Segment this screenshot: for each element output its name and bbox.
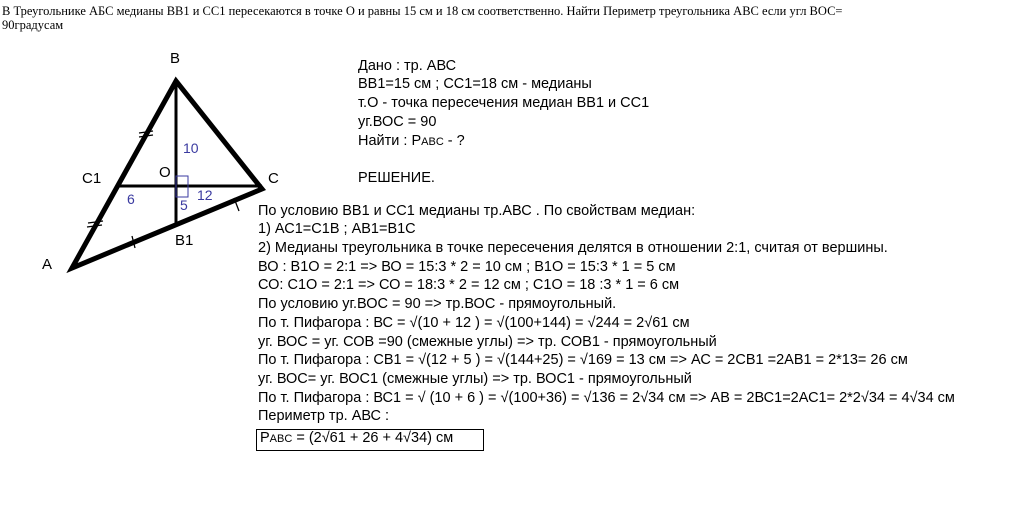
point-label-b1: B1 — [175, 232, 194, 249]
problem-line-2: 90градусам — [2, 18, 64, 32]
find-subscript: ABC — [421, 136, 444, 148]
find-suffix: - ? — [443, 133, 465, 149]
given-line-1: Дано : тр. АВС — [358, 58, 457, 74]
solution-line-10: уг. ВОС= уг. ВОС1 (смежные углы) => тр. ВОС1 - прямоугольный — [258, 371, 692, 387]
solution-line-5: СО: С1О = 2:1 => СО = 18:3 * 2 = 12 см ; С1О = 18 :3 * 1 = 6 см — [258, 277, 680, 293]
answer-prefix: P — [260, 430, 270, 446]
solution-line-8: уг. ВОС = уг. СОВ =90 (смежные углы) => тр. СОВ1 - прямоугольный — [258, 334, 717, 350]
segment-label-c1o: 6 — [127, 191, 135, 207]
problem-line-1: В Треугольнике АБС медианы ВВ1 и СС1 пересекаются в точке О и равны 15 см и 18 см соответственно. Найти Периметр треугольника АВС если угл ВОС= — [2, 4, 843, 18]
point-label-c1: C1 — [82, 170, 102, 187]
solution-line-2: 1) АС1=С1В ; АВ1=В1С — [258, 221, 416, 237]
segment-label-bo: 10 — [183, 140, 199, 156]
solution-line-3: 2) Медианы треугольника в точке пересечения делятся в отношении 2:1, считая от вершины. — [258, 240, 888, 256]
vertex-label-a: A — [42, 256, 53, 273]
answer-subscript: ABC — [269, 433, 293, 445]
given-line-4: уг.ВОС = 90 — [358, 114, 437, 130]
solution-line-9: По т. Пифагора : СВ1 = √(12 + 5 ) = √(144+25) = √169 = 13 см => АС = 2СВ1 =2АВ1 = 2*13= 26 см — [258, 352, 908, 368]
point-label-o: O — [159, 164, 171, 181]
solution-line-12: Периметр тр. АВС : — [258, 408, 390, 424]
vertex-label-b: B — [170, 50, 181, 67]
find-prefix: Найти : P — [358, 133, 422, 149]
given-line-2: ВВ1=15 см ; СС1=18 см - медианы — [358, 76, 592, 92]
segment-label-co: 12 — [197, 187, 213, 203]
solution-line-11: По т. Пифагора : ВС1 = √ (10 + 6 ) = √(100+36) = √136 = 2√34 см => АВ = 2ВС1=2АС1= 2*2√34 = 4√34 см — [258, 390, 955, 406]
given-line-3: т.О - точка пересечения медиан ВВ1 и СС1 — [358, 95, 650, 111]
solution-heading: РЕШЕНИЕ. — [358, 170, 435, 186]
given-line-5 — [358, 133, 465, 149]
answer-formula: = (2√61 + 26 + 4√34) см — [292, 430, 454, 446]
solution-line-7: По т. Пифагора : ВС = √(10 + 12 ) = √(100+144) = √244 = 2√61 см — [258, 315, 690, 331]
answer — [260, 430, 453, 446]
segment-label-b1o: 5 — [180, 197, 188, 213]
vertex-label-c: C — [268, 170, 279, 187]
solution-line-6: По условию уг.ВОС = 90 => тр.ВОС - прямоугольный. — [258, 296, 617, 312]
triangle-diagram — [0, 0, 300, 300]
solution-line-4: ВО : В1О = 2:1 => ВО = 15:3 * 2 = 10 см ; В1О = 15:3 * 1 = 5 см — [258, 259, 676, 275]
solution-line-1: По условию ВВ1 и СС1 медианы тр.АВС . По свойствам медиан: — [258, 203, 696, 219]
